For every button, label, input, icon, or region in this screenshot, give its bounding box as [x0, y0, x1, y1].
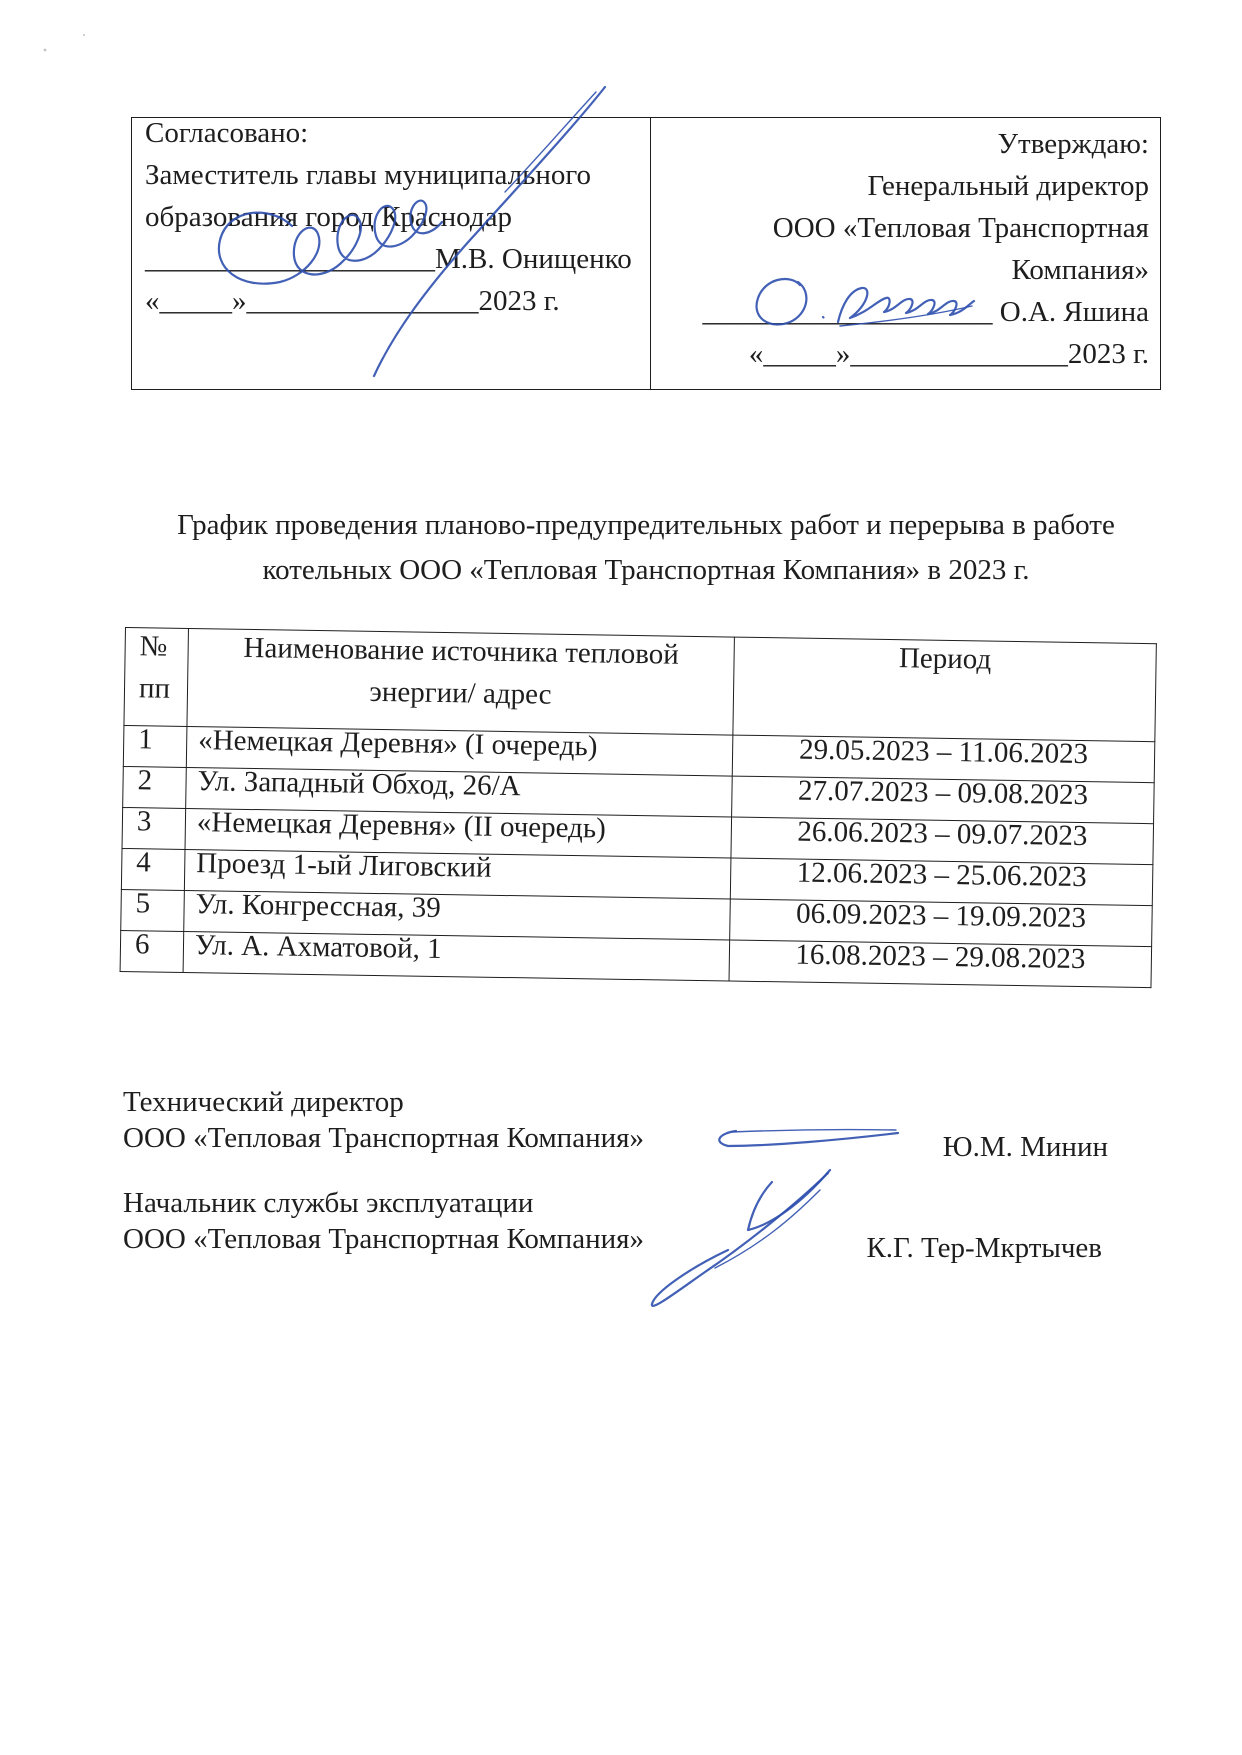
agreed-cell	[132, 118, 651, 389]
approved-heading: Утверждаю:	[997, 128, 1149, 160]
row-number: 5	[121, 889, 185, 931]
agreed-position-line2: образования город Краснодар	[145, 201, 512, 233]
row-number: 4	[121, 848, 185, 890]
signatory-company: ООО «Тепловая Транспортная Компания»	[123, 1223, 644, 1255]
heat-source-address: Проезд 1-ый Лиговский	[184, 849, 731, 899]
approved-position-line2: ООО «Тепловая Транспортная	[772, 212, 1149, 244]
schedule-table	[120, 627, 1157, 988]
agreed-heading: Согласовано:	[145, 117, 309, 149]
row-number: 3	[122, 807, 186, 849]
header-period-label: Период	[898, 642, 992, 676]
heat-source-address: «Немецкая Деревня» (I очередь)	[186, 726, 733, 776]
header-source-line1: Наименование источника тепловой	[243, 631, 680, 671]
approval-block	[131, 117, 1161, 390]
heat-source-address: Ул. Конгрессная, 39	[184, 890, 731, 940]
maintenance-period: 06.09.2023 – 19.09.2023	[730, 899, 1153, 947]
header-number-line2: пп	[138, 672, 171, 705]
signatory-technical-director	[123, 1084, 644, 1156]
approved-position-line1: Генеральный директор	[867, 170, 1149, 202]
header-number	[124, 628, 189, 727]
signature-operations-head	[652, 1170, 830, 1306]
maintenance-period: 16.08.2023 – 29.08.2023	[729, 940, 1152, 988]
agreed-position-line1: Заместитель главы муниципального	[145, 159, 592, 191]
signatory-name: К.Г. Тер-Мкртычев	[866, 1232, 1102, 1264]
title-line2: котельных ООО «Тепловая Транспортная Компания» в 2023 г.	[262, 554, 1030, 586]
heat-source-address: Ул. А. Ахматовой, 1	[183, 931, 730, 981]
header-number-line1: №	[139, 630, 168, 663]
header-period	[733, 637, 1156, 742]
signatory-company: ООО «Тепловая Транспортная Компания»	[123, 1122, 644, 1154]
row-number: 2	[123, 766, 187, 808]
agreed-signature-line: ____________________М.В. Онищенко	[145, 243, 632, 275]
header-source-line2: энергии/ адрес	[369, 675, 552, 711]
header-source	[187, 628, 734, 735]
approved-signature-line: ____________________ О.А. Яшина	[702, 296, 1149, 328]
maintenance-period: 12.06.2023 – 25.06.2023	[730, 858, 1153, 906]
signatory-position: Технический директор	[123, 1086, 404, 1118]
approved-position-line3: Компания»	[1011, 254, 1149, 286]
signatory-operations-head	[123, 1185, 644, 1257]
signature-technical-director	[719, 1130, 898, 1146]
signatory-name: Ю.М. Минин	[942, 1131, 1108, 1163]
maintenance-period: 26.06.2023 – 09.07.2023	[731, 817, 1154, 865]
approved-cell	[651, 118, 1160, 389]
row-number: 6	[120, 930, 184, 972]
signatory-position: Начальник службы эксплуатации	[123, 1187, 534, 1219]
heat-source-address: «Немецкая Деревня» (II очередь)	[185, 808, 732, 858]
title-line1: График проведения планово-предупредительных работ и перерыва в работе	[177, 509, 1115, 541]
agreed-date-line: «_____»________________2023 г.	[145, 285, 560, 317]
scan-speck	[44, 49, 47, 52]
heat-source-address: Ул. Западный Обход, 26/А	[186, 767, 733, 817]
maintenance-period: 29.05.2023 – 11.06.2023	[732, 735, 1155, 783]
maintenance-period: 27.07.2023 – 09.08.2023	[732, 776, 1155, 824]
approved-date-line: «_____»_______________2023 г.	[748, 338, 1149, 370]
document-title	[131, 503, 1161, 593]
row-number: 1	[123, 725, 187, 767]
scan-speck	[83, 34, 85, 36]
